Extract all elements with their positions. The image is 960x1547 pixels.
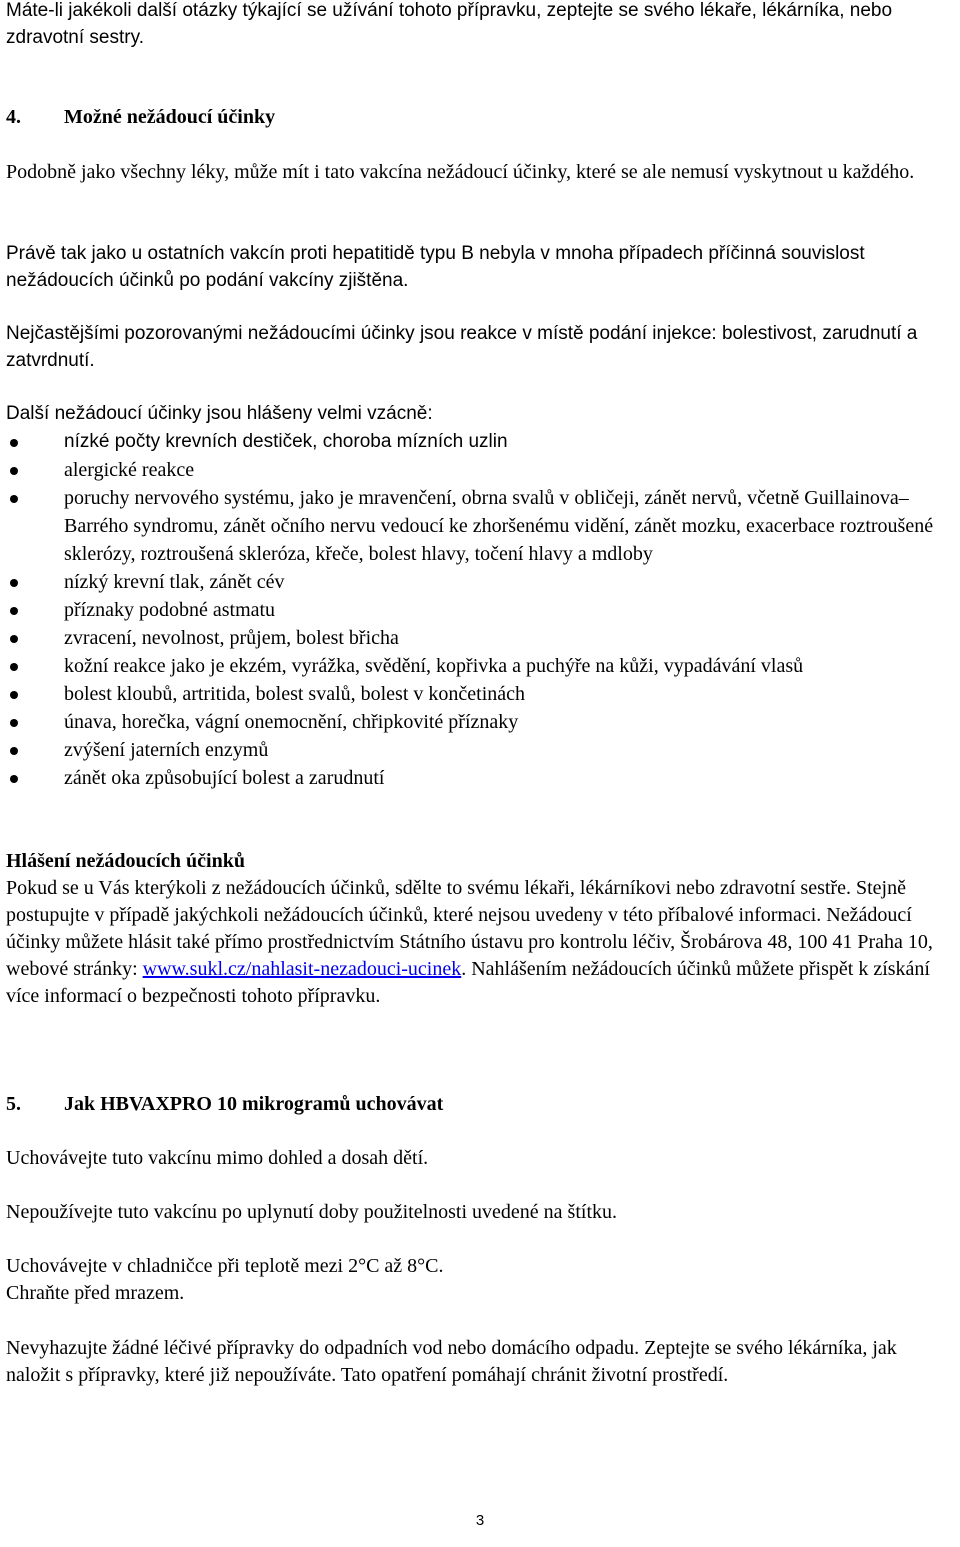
- reporting-text-after-link: . Nahlášením nežádoucích účinků můžete přispět k získání více informací o bezpečnosti tohoto přípravku.: [6, 958, 930, 1007]
- list-item: [0, 568, 954, 596]
- bullet-icon: [10, 467, 18, 475]
- list-item-text: zánět oka způsobující bolest a zarudnutí: [64, 767, 385, 789]
- list-item: [0, 428, 954, 456]
- list-item: [0, 484, 954, 568]
- list-item-text: zvýšení jaterních enzymů: [64, 739, 269, 761]
- storage-temperature-text: Uchovávejte v chladničce při teplotě mezi 2°C až 8°C.: [6, 1255, 444, 1277]
- list-item: [0, 708, 954, 736]
- section-5-heading: [6, 1091, 954, 1118]
- section-4-title: Možné nežádoucí účinky: [64, 106, 276, 128]
- bullet-icon: [10, 775, 18, 783]
- section-5-title: Jak HBVAXPRO 10 mikrogramů uchovávat: [64, 1093, 444, 1115]
- list-item: [0, 456, 954, 484]
- bullet-icon: [10, 495, 18, 503]
- sukl-reporting-link[interactable]: www.sukl.cz/nahlasit-nezadouci-ucinek: [142, 958, 462, 980]
- section-5-paragraph-4: Nevyhazujte žádné léčivé přípravky do odpadních vod nebo domácího odpadu. Zeptejte se svého lékárníka, jak naložit s přípravky, které již nepoužíváte. Tato opatření pomáhají chránit životní prostředí.: [6, 1337, 897, 1386]
- bullet-icon: [10, 691, 18, 699]
- list-item-text: bolest kloubů, artritida, bolest svalů, bolest v končetinách: [64, 683, 526, 705]
- reporting-paragraph: [6, 875, 954, 1010]
- list-item-text: nízké počty krevních destiček, choroba mízních uzlin: [64, 431, 508, 452]
- list-item: [0, 624, 954, 652]
- list-item: [0, 764, 954, 792]
- list-item-text: zvracení, nevolnost, průjem, bolest břicha: [64, 627, 399, 649]
- list-item: [0, 596, 954, 624]
- list-item-text: alergické reakce: [64, 459, 195, 481]
- list-item: [0, 652, 954, 680]
- side-effects-list-intro: Další nežádoucí účinky jsou hlášeny velmi vzácně:: [6, 403, 433, 424]
- list-item-text: poruchy nervového systému, jako je mravenčení, obrna svalů v obličeji, zánět nervů, včetně Guillainova–Barrého syndromu, zánět očního nervu vedoucí ke zhoršenému vidění, zánět mozku, exacerbace roztroušené sklerózy, roztroušená skleróza, křeče, bolest hlavy, točení hlavy a mdloby: [64, 487, 934, 565]
- section-5-number: 5.: [6, 1093, 21, 1115]
- bullet-icon: [10, 607, 18, 615]
- section-4-number: 4.: [6, 106, 21, 128]
- section-5-paragraph-1: Uchovávejte tuto vakcínu mimo dohled a dosah dětí.: [6, 1147, 429, 1169]
- section-5-paragraph-2: Nepoužívejte tuto vakcínu po uplynutí doby použitelnosti uvedené na štítku.: [6, 1201, 617, 1223]
- list-item: [0, 736, 954, 764]
- bullet-icon: [10, 579, 18, 587]
- bullet-icon: [10, 719, 18, 727]
- reporting-text-before-link: Pokud se u Vás kterýkoli z nežádoucích účinků, sdělte to svému lékaři, lékárníkovi nebo zdravotní sestře. Stejně postupujte v případě jakýchkoli nežádoucích účinků, které nejsou uvedeny v této příbalové informaci. Nežádoucí účinky můžete hlásit také přímo prostřednictvím Státního ústavu pro kontrolu léčiv, Šrobárova 48, 100 41 Praha 10, webové stránky:: [6, 877, 933, 980]
- bullet-icon: [10, 635, 18, 643]
- reporting-heading: Hlášení nežádoucích účinků: [6, 850, 245, 872]
- bullet-icon: [10, 439, 18, 447]
- list-item-text: kožní reakce jako je ekzém, vyrážka, svědění, kopřivka a puchýře na kůži, vypadávání vlasů: [64, 655, 804, 677]
- bullet-icon: [10, 747, 18, 755]
- section-4-paragraph-2: Právě tak jako u ostatních vakcín proti hepatitidě typu B nebyla v mnoha případech příčinná souvislost nežádoucích účinků po podání vakcíny zjištěna.: [6, 243, 865, 291]
- section-5-paragraph-3: [6, 1253, 954, 1307]
- list-item-text: nízký krevní tlak, zánět cév: [64, 571, 285, 593]
- side-effects-list: [0, 428, 954, 792]
- intro-paragraph: Máte-li jakékoli další otázky týkající se užívání tohoto přípravku, zeptejte se svého lékaře, lékárníka, nebo zdravotní sestry.: [6, 0, 893, 48]
- bullet-icon: [10, 663, 18, 671]
- section-4-paragraph-1: Podobně jako všechny léky, může mít i tato vakcína nežádoucí účinky, které se ale nemusí vyskytnout u každého.: [6, 161, 915, 183]
- list-item-text: únava, horečka, vágní onemocnění, chřipkovité příznaky: [64, 711, 519, 733]
- section-4-paragraph-3: Nejčastějšími pozorovanými nežádoucími účinky jsou reakce v místě podání injekce: bolestivost, zarudnutí a zatvrdnutí.: [6, 323, 918, 371]
- section-4-heading: [6, 104, 954, 131]
- page-number: 3: [475, 1512, 485, 1529]
- list-item: [0, 680, 954, 708]
- storage-frost-text: Chraňte před mrazem.: [6, 1282, 185, 1304]
- list-item-text: příznaky podobné astmatu: [64, 599, 276, 621]
